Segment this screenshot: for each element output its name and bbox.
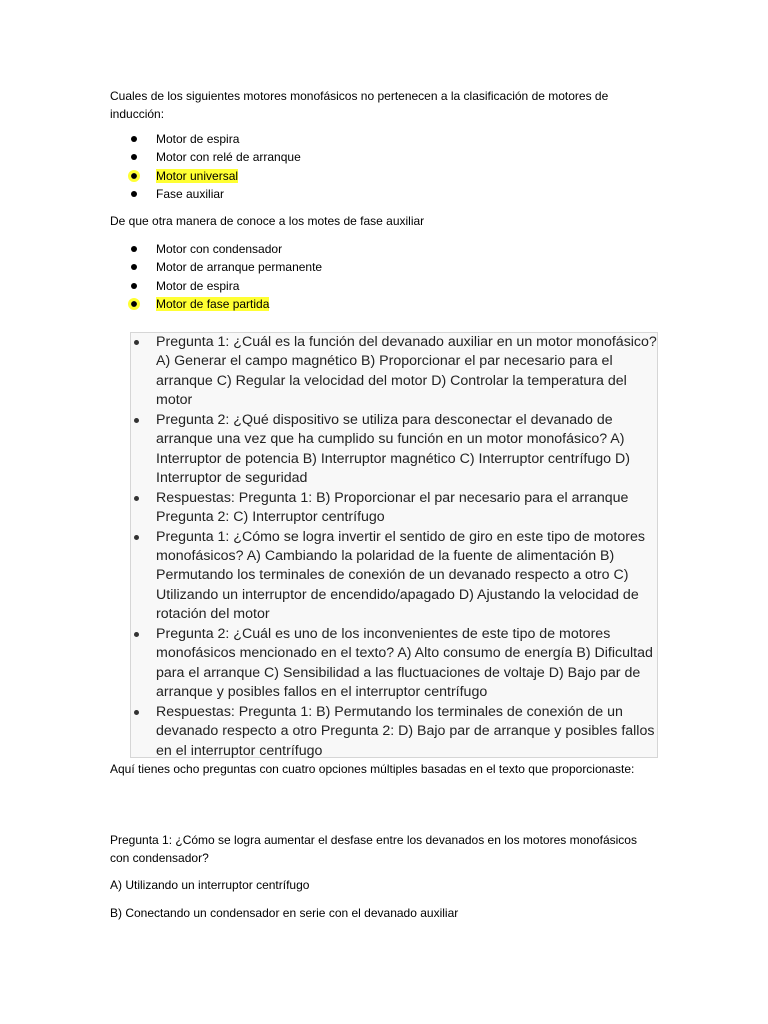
question-1-text: Cuales de los siguientes motores monofásicos no pertenecen a la clasificación de motores de inducción: [110,89,609,121]
closing-option-b: B) Conectando un condensador en serie con el devanado auxiliar [110,906,459,920]
bullet-icon [131,283,137,289]
bullet-icon [134,632,139,637]
question-2-options [110,240,650,313]
bullet-icon [134,535,139,540]
closing-intro-text: Aquí tienes ocho preguntas con cuatro opciones múltiples basadas en el texto que proporcionaste: [110,762,635,776]
question-1-options [110,130,650,203]
quiz-box-item: Pregunta 1: ¿Cuál es la función del devanado auxiliar en un motor monofásico? A) Generar el campo magnético B) Proporcionar el par necesario para el arranque C) Regular la velocidad del motor D) Controlar la temperatura del motor [131,333,659,411]
bullet-icon [134,418,139,423]
option-item: Motor con condensador [110,240,650,258]
bullet-icon [134,496,139,501]
option-item: Fase auxiliar [110,185,650,203]
bullet-icon [131,301,137,307]
bullet-icon [134,710,139,715]
bullet-icon [134,340,139,345]
option-item: Motor de espira [110,277,650,295]
option-item-highlighted: Motor de fase partida [110,295,650,313]
quiz-box-item: Respuestas: Pregunta 1: B) Proporcionar el par necesario para el arranque Pregunta 2: C) Interruptor centrífugo [131,489,659,528]
bullet-icon [131,173,137,179]
bullet-icon [131,191,137,197]
quiz-box-item: Pregunta 2: ¿Cuál es uno de los inconvenientes de este tipo de motores monofásicos mencionado en el texto? A) Alto consumo de energía B) Dificultad para el arranque C) Sensibilidad a las fluctuaciones de voltaje D) Bajo par de arranque y posibles fallos en el interruptor centrífugo [131,625,659,703]
quiz-box [130,332,658,758]
quiz-box-item: Respuestas: Pregunta 1: B) Permutando los terminales de conexión de un devanado respecto a otro Pregunta 2: D) Bajo par de arranque y posibles fallos en el interruptor centrífugo [131,703,659,761]
option-item: Motor de arranque permanente [110,258,650,276]
closing-option-a: A) Utilizando un interruptor centrífugo [110,878,310,892]
closing-question-text: Pregunta 1: ¿Cómo se logra aumentar el desfase entre los devanados en los motores monofásicos con condensador? [110,833,637,865]
quiz-box-item: Pregunta 2: ¿Qué dispositivo se utiliza para desconectar el devanado de arranque una vez que ha cumplido su función en un motor monofásico? A) Interruptor de potencia B) Interruptor magnético C) Interruptor centrífugo D) Interruptor de seguridad [131,411,659,489]
option-item: Motor con relé de arranque [110,148,650,166]
quiz-box-item: Pregunta 1: ¿Cómo se logra invertir el sentido de giro en este tipo de motores monofásicos? A) Cambiando la polaridad de la fuente de alimentación B) Permutando los terminales de conexión de un devanado respecto a otro C) Utilizando un interruptor de encendido/apagado D) Ajustando la velocidad de rotación del motor [131,528,659,625]
quiz-box-list [131,333,659,761]
bullet-icon [131,154,137,160]
bullet-icon [131,136,137,142]
question-2-text: De que otra manera de conoce a los motes de fase auxiliar [110,214,425,228]
bullet-icon [131,264,137,270]
option-item: Motor de espira [110,130,650,148]
bullet-icon [131,246,137,252]
option-item-highlighted: Motor universal [110,167,650,185]
